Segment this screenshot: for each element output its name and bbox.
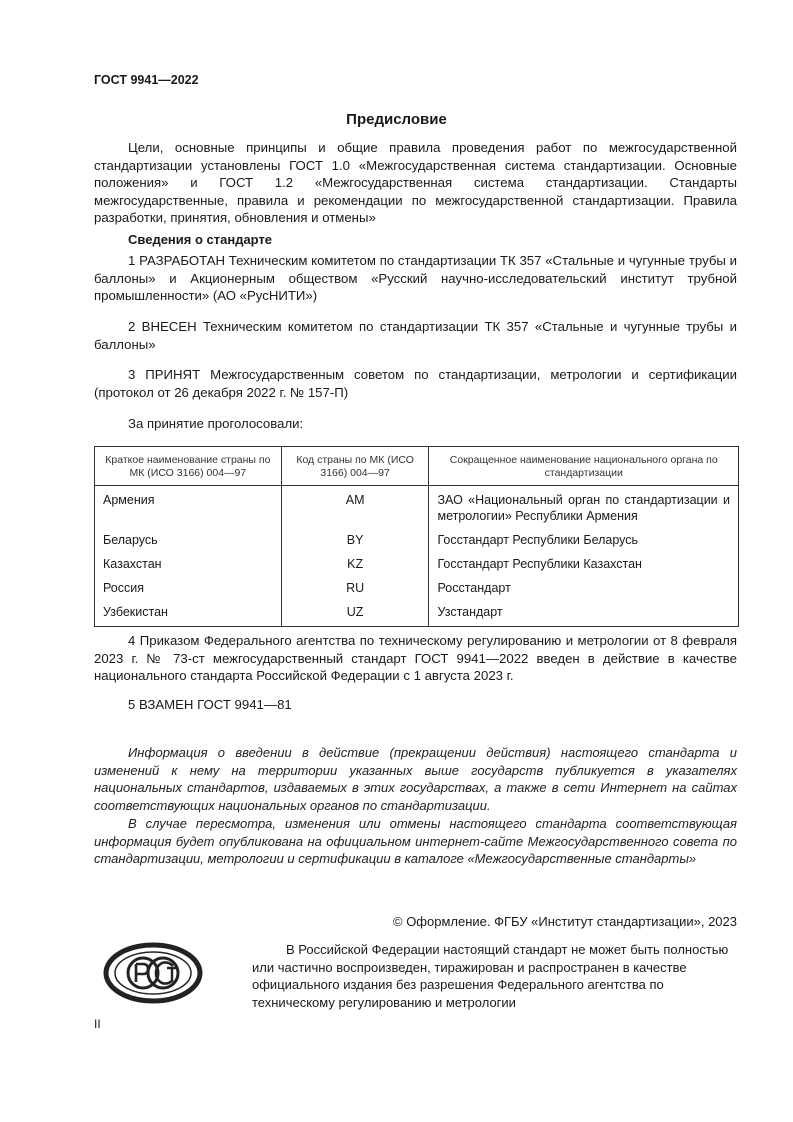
country-cell: Армения — [95, 486, 282, 529]
item-adopted: 3 ПРИНЯТ Межгосударственным советом по стандартизации, метрологии и сертификации (протокол от 26 декабря 2022 г. № 157-П) — [94, 367, 737, 400]
reproduction-notice-text: В Российской Федерации настоящий стандарт не может быть полностью или частично воспроизведен, тиражирован и распространен в качестве официального издания без разрешения Федерального агентства по техническому регулированию и метрологии — [252, 942, 729, 1010]
copyright-line: © Оформление. ФГБУ «Институт стандартизации», 2023 — [393, 914, 737, 929]
body-cell: Госстандарт Республики Беларусь — [429, 528, 739, 552]
body-cell: Росстандарт — [429, 576, 739, 600]
table-row — [95, 576, 739, 600]
code-cell: UZ — [281, 600, 429, 627]
body-cell: Узстандарт — [429, 600, 739, 627]
info-heading: Сведения о стандарте — [128, 232, 273, 247]
item-developed: 1 РАЗРАБОТАН Техническим комитетом по стандартизации ТК 357 «Стальные и чугунные трубы и баллоны» и Акционерным обществом «Русский научно-исследовательский институт трубной промышленности» (АО «РусНИТИ») — [94, 253, 737, 303]
column-header-body: Сокращенное наименование национального органа по стандартизации — [429, 447, 739, 486]
column-header-country: Краткое наименование страны по МК (ИСО 3166) 004—97 — [95, 447, 282, 486]
code-cell: KZ — [281, 552, 429, 576]
page-title: Предисловие — [346, 111, 447, 128]
country-cell: Россия — [95, 576, 282, 600]
notice-paragraph-2: В случае пересмотра, изменения или отмены настоящего стандарта соответствующая информация будет опубликована на официальном интернет-сайте Межгосударственного совета по стандартизации, метрологии и сертификации в каталоге «Межгосударственные стандарты» — [94, 816, 737, 866]
column-header-code: Код страны по МК (ИСО 3166) 004—97 — [281, 447, 429, 486]
intro-paragraph: Цели, основные принципы и общие правила проведения работ по межгосударственной стандартизации установлены ГОСТ 1.0 «Межгосударственная система стандартизации. Основные положения» и ГОСТ 1.2 «Межгосударственная система стандартизации. Стандарты межгосударственные, правила и рекомендации по межгосударственной стандартизации. Правила разработки, принятия, обновления и отмены» — [94, 140, 737, 225]
body-cell: Госстандарт Республики Казахстан — [429, 552, 739, 576]
code-cell: AM — [281, 486, 429, 529]
table-row — [95, 552, 739, 576]
code-cell: RU — [281, 576, 429, 600]
table-row — [95, 600, 739, 627]
document-code: ГОСТ 9941—2022 — [94, 73, 199, 87]
country-cell: Узбекистан — [95, 600, 282, 627]
item-replaces: 5 ВЗАМЕН ГОСТ 9941—81 — [128, 697, 292, 712]
body-cell: ЗАО «Национальный орган по стандартизации и метрологии» Республики Армения — [429, 486, 739, 529]
rst-logo-mark — [103, 942, 203, 1004]
table-header-row — [95, 447, 739, 486]
country-cell: Беларусь — [95, 528, 282, 552]
states-table — [94, 446, 739, 627]
item-order: 4 Приказом Федерального агентства по техническому регулированию и метрологии от 8 февраля 2023 г. № 73-ст межгосударственный стандарт ГОСТ 9941—2022 введен в действие в качестве национального стандарта Российской Федерации с 1 августа 2023 г. — [94, 633, 737, 683]
table-row — [95, 528, 739, 552]
code-cell: BY — [281, 528, 429, 552]
table-row — [95, 486, 739, 529]
notice-paragraph-1: Информация о введении в действие (прекращении действия) настоящего стандарта и изменений к нему на территории указанных выше государств публикуется в указателях национальных стандартов, издаваемых в этих государствах, а также в сети Интернет на сайтах соответствующих национальных органов по стандартизации. — [94, 745, 737, 813]
voted-label: За принятие проголосовали: — [128, 416, 304, 431]
item-introduced: 2 ВНЕСЕН Техническим комитетом по стандартизации ТК 357 «Стальные и чугунные трубы и баллоны» — [94, 319, 737, 352]
page-number: II — [94, 1017, 101, 1031]
country-cell: Казахстан — [95, 552, 282, 576]
reproduction-notice — [252, 941, 738, 1011]
rst-logo — [103, 942, 203, 1009]
